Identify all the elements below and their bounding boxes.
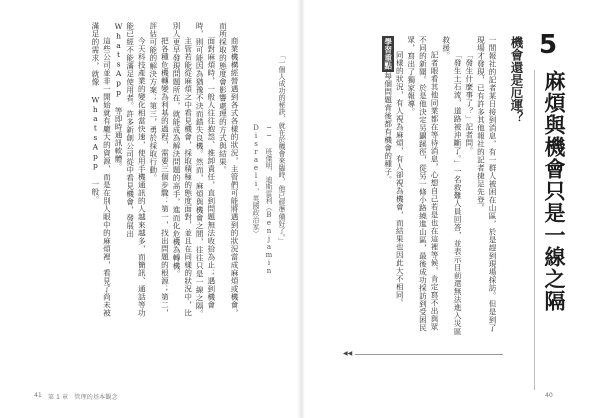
chapter-title: 麻煩與機會只是一線之隔 xyxy=(534,70,569,390)
left-paragraph-6: 這些公司並非一開始就有龐大的資源，而是在別人眼中的麻煩裡，看見了尚未被滿足的需求，就像 WhatsApp 一般。 xyxy=(90,22,112,318)
page-gutter xyxy=(297,0,305,418)
right-page-number: 40 xyxy=(545,392,553,399)
key-point-label: 學習重點 xyxy=(383,38,393,70)
quote-attribution: ── 班傑明．迪斯雷利（Benjamin Disraeli，英國政治家） xyxy=(252,124,273,275)
section-heading: 機會還是厄運？ xyxy=(509,36,524,124)
left-paragraph-2: 面對麻煩時，一般人往往抱怨、推卸責任，直到問題無法收拾為止；遇到機會時，則可能因為猶豫不決而錯失良機。然而，麻煩與機會之間，往往只是一線之隔。 xyxy=(195,22,216,318)
end-rule xyxy=(343,354,503,355)
left-paragraph-5: 今天科技產業的變化相當快速，使用手機通訊的人越來越多，而簡訊、通話等功能已經不能滿足使用者。許多新創公司從中看見機會，發展出 WhatsApp 等即時通訊軟體。 xyxy=(114,22,147,318)
left-paragraph-4: 把各種危機轉變為利基的過程，需要三個步驟：第一，找出問題的根源；第二，評估可能的解決方案；第三，勇於採取行動。 xyxy=(148,22,170,318)
right-paragraph-5: 同樣的狀況，有人視為麻煩，有人卻視為機會，而結果也因此大不相同。 xyxy=(395,51,405,308)
left-paragraph-1: 商業機構經營遇到各式各樣的狀況，主管們可能將遇到的狀況當成麻煩或機會，而所採取的態度會影響處理的方式與結果。 xyxy=(218,22,239,318)
right-paragraph-4: 記者眼看其他同業都在等待消息，心想自己若是也在這裡等候，肯定寫不出與眾不同的新聞。於是他決定另闢蹊徑，從另一條小路繞進山區，最後成功採訪到受困民眾，寫出了獨家報導。 xyxy=(406,36,440,332)
key-point-text: 每個問題背後都有機會的種子。 xyxy=(383,72,393,184)
left-page-number: 41 xyxy=(34,392,42,399)
right-page-body xyxy=(320,36,498,336)
right-paragraph-3: 「發生土石流，道路被沖斷了。」一名救難人員回答，並表示目前還無法進入災區救援。 xyxy=(441,36,463,336)
left-page-body xyxy=(40,22,240,322)
right-paragraph-2: 「發生什麼事了？」記者問。 xyxy=(464,51,474,156)
key-point xyxy=(379,36,394,336)
right-paragraph-1: 一間報社的記者某日接到消息，有一群人被困在山區，於是趕到現場採訪。但是到了現場才發現，已有許多其他報社的記者捷足先登。 xyxy=(476,36,497,332)
left-folio xyxy=(34,392,118,401)
section-end-marker xyxy=(343,350,503,360)
chapter-number: 5 xyxy=(538,30,558,60)
quote-text: 「一個人成功的秘訣，就在於機會來臨時，他已經準備好了。」 xyxy=(278,52,286,245)
running-head: 第 1 章 管理的基本觀念 xyxy=(47,394,118,401)
pull-quote xyxy=(252,52,288,314)
left-paragraph-3: 主管若能從麻煩之中看見機會，採取積極的態度面對，並且在同樣的狀況中，比別人更早發現問題所在，就能成為解決問題的高手，進而化危機為轉機。 xyxy=(172,22,193,318)
double-arrow-icon: ◀◀ xyxy=(343,350,355,357)
